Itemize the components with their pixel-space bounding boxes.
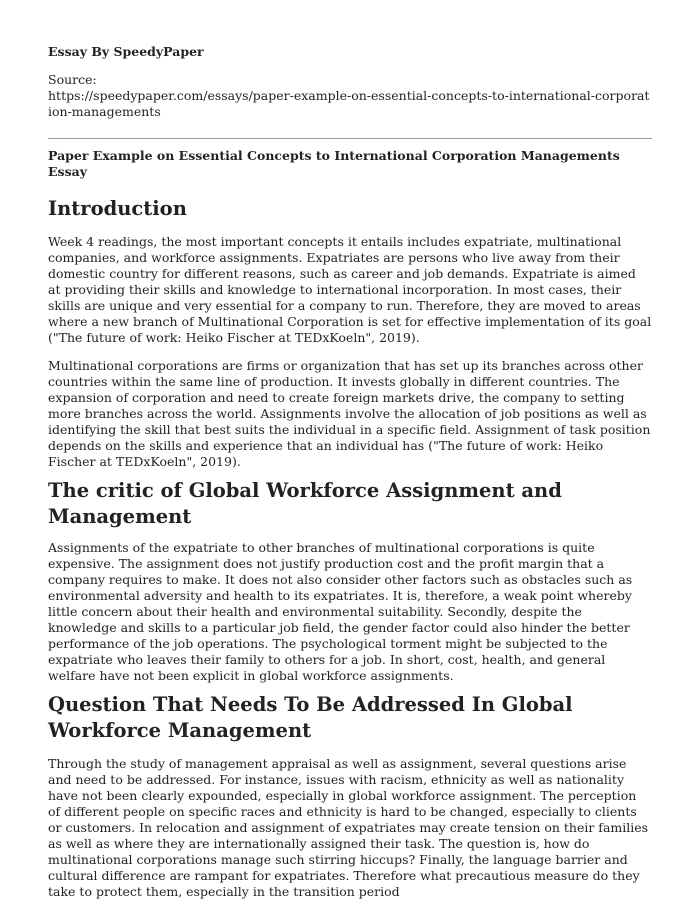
- essay-title: Paper Example on Essential Concepts to International Corporation Managements Essay: [48, 148, 620, 179]
- section-heading-critic: The critic of Global Workforce Assignment and Management: [48, 479, 562, 528]
- source-label: Source:: [48, 72, 97, 87]
- question-paragraph-1: Through the study of management appraisal as well as assignment, several questions arise and need to be addressed. For instance, issues with racism, ethnicity as well as nationality have not been clearly expounded, especially in global workforce assignment. The perception of different people on specific races and ethnicity is hard to be changed, especially to clients or customers. In relocation and assignment of expatriates may create tension on their families as well as where they are internationally assigned their task. The question is, how do multinational corporations manage such stirring hiccups? Finally, the language barrier and cultural difference are rampant for expatriates. Therefore what precautious measure do they take to protect them, especially in the transition period: [48, 756, 649, 899]
- introduction-paragraph-1: Week 4 readings, the most important concepts it entails includes expatriate, multinational companies, and workforce assignments. Expatriates are persons who live away from their domestic country for different reasons, such as career and job demands. Expatriate is aimed at providing their skills and knowledge to international incorporation. In most cases, their skills are unique and very essential for a company to run. Therefore, they are moved to areas where a new branch of Multinational Corporation is set for effective implementation of its goal ("The future of work: Heiko Fischer at TEDxKoeln", 2019).: [48, 234, 652, 345]
- critic-paragraph-1: Assignments of the expatriate to other branches of multinational corporations is quite expensive. The assignment does not justify production cost and the profit margin that a company requires to make. It does not also consider other factors such as obstacles such as environmental adversity and health to its expatriates. It is, therefore, a weak point whereby little concern about their health and environmental suitability. Secondly, despite the knowledge and skills to a particular job field, the gender factor could also hinder the better performance of the job operations. The psychological torment might be subjected to the expatriate who leaves their family to others for a job. In short, cost, health, and general welfare have not been explicit in global workforce assignments.: [48, 540, 633, 683]
- introduction-paragraph-2: Multinational corporations are firms or organization that has set up its branches across other countries within the same line of production. It invests globally in different countries. The expansion of corporation and need to create foreign markets drive, the company to setting more branches across the world. Assignments involve the allocation of job positions as well as identifying the skill that best suits the individual in a specific field. Assignment of task position depends on the skills and experience that an individual has ("The future of work: Heiko Fischer at TEDxKoeln", 2019).: [48, 358, 651, 469]
- essay-body: [48, 196, 652, 900]
- source-block: [48, 72, 652, 120]
- section-heading-introduction: Introduction: [48, 197, 187, 220]
- brand-title: Essay By SpeedyPaper: [48, 44, 204, 59]
- divider: [48, 138, 652, 139]
- section-heading-question: Question That Needs To Be Addressed In Global Workforce Management: [48, 693, 573, 742]
- source-url[interactable]: https://speedypaper.com/essays/paper-example-on-essential-concepts-to-international-corporation-managements: [48, 88, 650, 119]
